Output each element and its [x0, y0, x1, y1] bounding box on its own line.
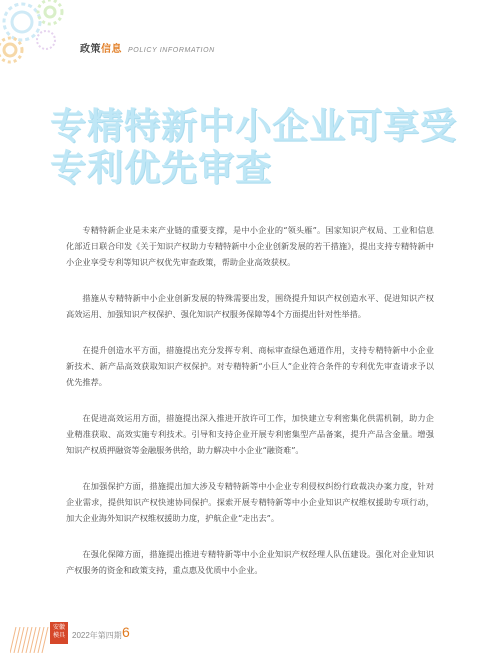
article-title-line-2: 专利优先审查: [50, 148, 273, 189]
gear-decoration-icon: [0, 0, 80, 80]
page-number: 6: [122, 624, 130, 640]
article-title-line-1: 专精特新中小企业可享受: [50, 106, 458, 147]
paragraph: 在提升创造水平方面，措施提出充分发挥专利、商标审查绿色通道作用，支持专精特新中小企业新技术、新产品高效获取知识产权保护。对专精特新“小巨人”企业符合条件的专利优先审查请求予以优先推荐。: [66, 345, 434, 387]
article-title: [50, 106, 458, 190]
section-title-main: 政策: [80, 44, 101, 55]
paragraph: 在促进高效运用方面，措施提出深入推进开放许可工作，加快建立专利密集化供需机制，助力企业精准获取、高效实施专利技术。引导和支持企业开展专利密集型产品备案，提升产品含金量。增强知识产权质押融资等金融服务供给，助力解决中小企业“融资难”。: [66, 413, 434, 455]
section-header: [80, 40, 215, 55]
section-title-highlight: 信息: [101, 44, 122, 55]
paragraph: 专精特新企业是未来产业链的重要支撑，是中小企业的“领头雁”。国家知识产权局、工业和信息化部近日联合印发《关于知识产权助力专精特新中小企业创新发展的若干措施》，提出支持专精特新中小企业享受专利等知识产权优先审查政策，帮助企业高效获权。: [66, 225, 434, 267]
magazine-logo: 安徽 模具: [50, 622, 68, 644]
section-title-cn: [80, 40, 122, 55]
page-footer: [0, 605, 480, 665]
hatch-decoration-icon: [10, 627, 50, 653]
paragraph: 在加强保护方面，措施提出加大涉及专精特新等中小企业专利侵权纠纷行政裁决办案力度，针对企业需求，提供知识产权快速协同保护。探索开展专精特新等中小企业知识产权维权援助专项行动，加大企业海外知识产权维权援助力度，护航企业“走出去”。: [66, 481, 434, 523]
paragraph: 措施从专精特新中小企业创新发展的特殊需要出发，围绕提升知识产权创造水平、促进知识产权高效运用、加强知识产权保护、强化知识产权服务保障等4个方面提出针对性举措。: [66, 293, 434, 319]
issue-label: 2022年第四期: [72, 631, 122, 640]
section-title-en: POLICY INFORMATION: [128, 47, 215, 54]
article-body: [66, 222, 434, 598]
paragraph: 在强化保障方面，措施提出推进专精特新等中小企业知识产权经理人队伍建设。强化对企业知识产权服务的资金和政策支持，重点惠及优质中小企业。: [66, 549, 434, 575]
